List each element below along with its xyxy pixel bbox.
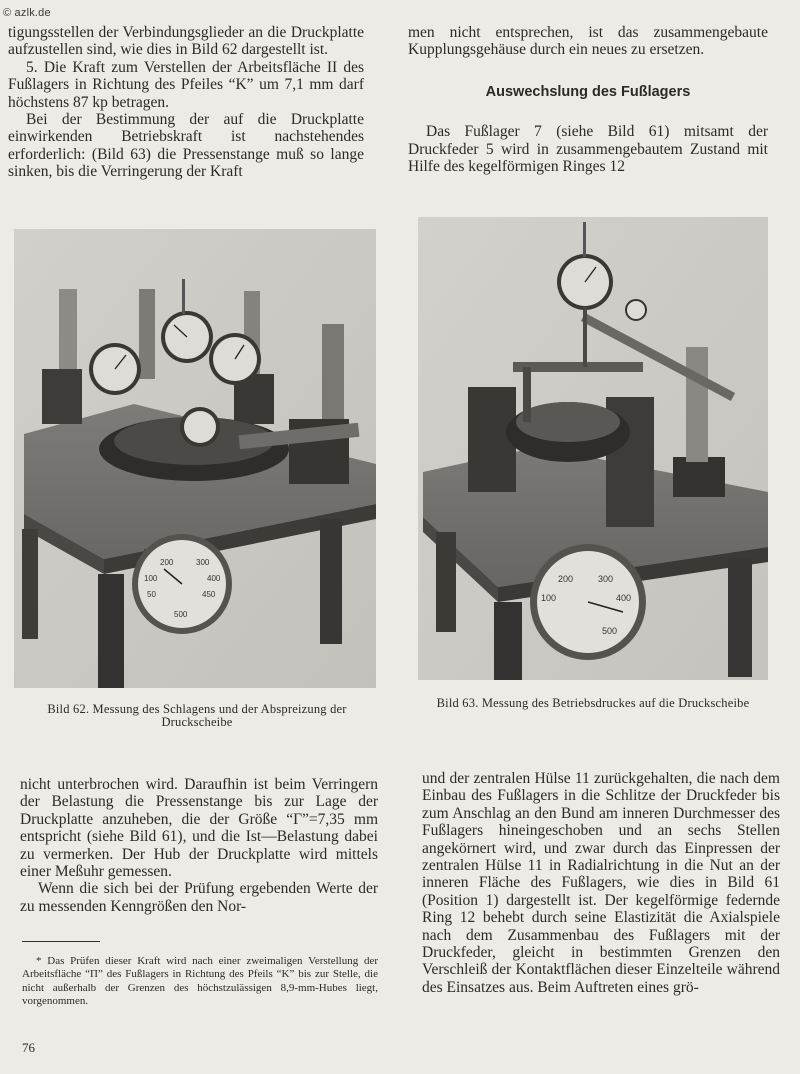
paragraph: tigungsstellen der Verbindungsglieder an die Druckplatte aufzustellen sind, wie dies in Bild 62 dargestellt ist. bbox=[8, 24, 364, 59]
right-column-top bbox=[408, 24, 768, 175]
gauge-label: 100 bbox=[541, 593, 557, 603]
left-column-bottom bbox=[20, 776, 378, 915]
gauge-label: 300 bbox=[196, 558, 210, 567]
footnote bbox=[22, 955, 378, 1009]
page-number: 76 bbox=[22, 1040, 35, 1055]
paragraph: men nicht entsprechen, ist das zusammengebaute Kupplungsgehäuse durch ein neues zu ersetzen. bbox=[408, 24, 768, 59]
paragraph: nicht unterbrochen wird. Daraufhin ist beim Verringern der Belastung die Pressenstange bis zur Lage der Druckplatte anzuheben, die der Größe “Γ”=7,35 mm entspricht (siehe Bild 61), und die Ist—Belastung dabei zu vermerken. Der Hub der Druckplatte wird mittels einer Meßuhr gemessen. bbox=[20, 776, 378, 881]
figure-62-caption: Bild 62. Messung des Schlagens und der Abspreizung der Druckscheibe bbox=[47, 702, 347, 729]
watermark: © azlk.de bbox=[3, 7, 51, 19]
paragraph: und der zentralen Hülse 11 zurückgehalten, die nach dem Einbau des Fußlagers in die Schlitze der Druckfeder bis zum Anschlag an den Bund am inneren Durchmesser des Fußlagers hineingeschoben und an sechs Stellen angekörnert wird, und zwar durch das Einpressen der zentralen Hülse 11 in Radialrichtung in die Nut an der inneren Fläche des Fußlagers, wie dies in Bild 61 (Position 1) dargestellt ist. Der kegelförmige federnde Ring 12 behebt durch seine Elastizität die Axialspiele nach dem Zusammenbau des Fußlagers mit der Druckfeder, gleicht in bestimmten Grenzen den Verschleiß der Kontaktflächen dieser Einzelteile während des Einsatzes aus. Beim Auftreten eines grö- bbox=[422, 770, 780, 996]
paragraph: Das Fußlager 7 (siehe Bild 61) mitsamt der Druckfeder 5 wird in zusammengebautem Zustand mit Hilfe des kegelförmigen Ringes 12 bbox=[408, 123, 768, 176]
footnote-rule bbox=[22, 941, 100, 942]
right-column-bottom bbox=[422, 770, 780, 996]
gauge-label: 200 bbox=[558, 574, 574, 584]
gauge-label: 500 bbox=[602, 626, 618, 636]
paragraph: Bei der Bestimmung der auf die Druckplatte einwirkenden Betriebskraft ist nachstehendes erforderlich: (Bild 63) die Pressenstange muß so lange sinken, bis die Verringerung der Kraft bbox=[8, 111, 364, 181]
paragraph: Wenn die sich bei der Prüfung ergebenden Werte der zu messenden Kenngrößen den Nor- bbox=[20, 880, 378, 915]
figure-63-photo bbox=[418, 217, 768, 680]
gauge-label: 200 bbox=[160, 558, 174, 567]
gauge-label: 50 bbox=[147, 590, 156, 599]
footnote-text: * Das Prüfen dieser Kraft wird nach einer zweimaligen Verstellung der Arbeitsfläche “П” des Fußlagers in Richtung des Pfeils “K” bis zur Stelle, die nicht außerhalb der Grenzen des höchstzulässigen 8,9-mm-Hubes liegt, vorgenommen. bbox=[22, 955, 378, 1008]
gauge-label: 300 bbox=[598, 574, 614, 584]
gauge-label: 450 bbox=[202, 590, 216, 599]
section-heading: Auswechslung des Fußlagers bbox=[485, 83, 691, 100]
gauge-label: 400 bbox=[616, 593, 632, 603]
paragraph: 5. Die Kraft zum Verstellen der Arbeitsfläche II des Fußlagers in Richtung des Pfeiles “K” um 7,1 mm darf höchstens 87 kp betragen. bbox=[8, 58, 364, 111]
left-column-top bbox=[8, 24, 364, 181]
figure-62-photo bbox=[14, 229, 376, 688]
gauge-label: 100 bbox=[144, 574, 158, 583]
gauge-label: 400 bbox=[207, 574, 221, 583]
gauge-label: 500 bbox=[174, 610, 188, 619]
figure-63-caption: Bild 63. Messung des Betriebsdruckes auf die Druckscheibe bbox=[436, 696, 750, 710]
